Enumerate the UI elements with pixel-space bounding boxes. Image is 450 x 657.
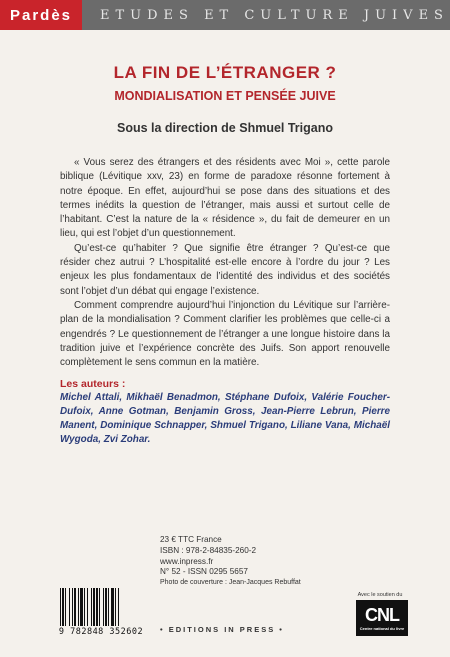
cnl-logo-caption: Centre national du livre xyxy=(359,625,405,631)
support-label: Avec le soutien du xyxy=(357,592,403,598)
authors-list: Michel Attali, Mikhaël Benadmon, Stéphane Dufoix, Valérie Foucher-Dufoix, Anne Gotman, Benjamin Gross, Jean-Pierre Lebrun, Pierre Manent, Dominique Schnapper, Shmuel Trigano, Liliane Vana, Michaël Wygoda, Zvi Zohar. xyxy=(60,392,390,445)
cnl-logo-text: CNL xyxy=(365,604,399,625)
authors-label: Les auteurs : xyxy=(60,378,126,390)
book-subtitle: MONDIALISATION ET PENSÉE JUIVE xyxy=(114,89,336,103)
series-label: ETUDES ET CULTURE JUIVES xyxy=(100,7,449,23)
barcode xyxy=(52,588,150,638)
photo-credit: Photo de couverture : Jean-Jacques Rebuffat xyxy=(160,579,301,587)
publication-info xyxy=(160,535,320,589)
price: 23 € TTC France xyxy=(160,535,222,544)
brand-label: Pardès xyxy=(0,0,82,30)
publisher-name: • EDITIONS IN PRESS • xyxy=(160,625,284,634)
cnl-logo xyxy=(356,600,408,636)
book-title: LA FIN DE L’ÉTRANGER ? xyxy=(113,63,337,82)
issue-number: N° 52 - ISSN 0295 5657 xyxy=(160,567,248,577)
blurb-paragraph: Qu’est-ce qu’habiter ? Que signifie être étranger ? Qu’est-ce que résider chez autrui ? L’hospitalité est-elle encore à l’ordre du jour ? Les enjeux les plus fondamentaux de l’identité des individus et des sociétés sont l’objet d’un débat qui engage l’existence. xyxy=(60,242,390,297)
blurb-paragraph: « Vous serez des étrangers et des résidents avec Moi », cette parole biblique (Lévitique xxv, 23) en forme de paradoxe résonne fortement à notre époque. En effet, aujourd’hui se pose dans des situations et des termes inédits la question de l’étranger, mais aussi et surtout celle de l’habitant. C’est la nature de la « résidence », du fait de demeurer en un lieu, qui est l’objet d’un questionnement. xyxy=(60,157,390,240)
blurb-paragraph: Comment comprendre aujourd’hui l’injonction du Lévitique sur l’arrière-plan de la mondialisation ? Comment clarifier les problèmes que celle-ci a engendrés ? Le questionnement de l’étranger a une longue histoire dans la tradition juive et l’expérience concrète des Juifs. Son apport renouvelle complètement le sens commun en la matière. xyxy=(60,299,390,369)
isbn: ISBN : 978-2-84835-260-2 xyxy=(160,545,257,555)
website: www.inpress.fr xyxy=(160,556,214,566)
barcode-bars xyxy=(60,588,146,626)
blurb xyxy=(60,156,390,370)
header-bar xyxy=(0,0,450,30)
barcode-bar xyxy=(119,588,120,626)
book-direction: Sous la direction de Shmuel Trigano xyxy=(116,121,333,135)
barcode-number: 9 782848 352602 xyxy=(58,627,144,637)
